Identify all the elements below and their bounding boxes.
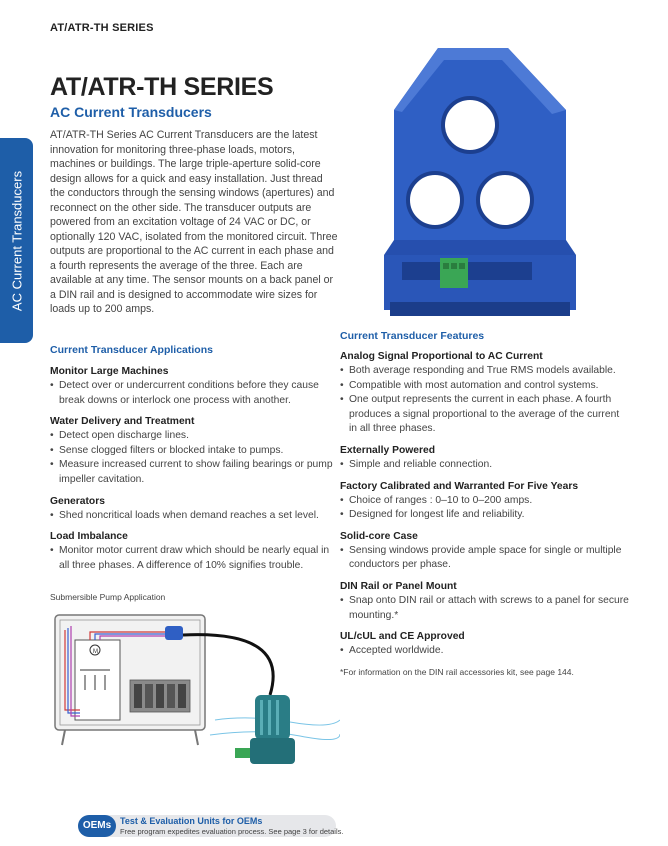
list-item: • Detect over or undercurrent conditions before they cause break downs or interlock one process with another. <box>50 379 335 408</box>
feature-group-title: DIN Rail or Panel Mount <box>340 580 457 592</box>
list-item: • Snap onto DIN rail or attach with screws to a panel for secure mounting.* <box>340 594 630 623</box>
features-heading: Current Transducer Features <box>340 330 485 342</box>
svg-text:M: M <box>93 649 98 655</box>
list-item: • Shed noncritical loads when demand reaches a set level. <box>50 509 335 524</box>
feature-group-title: Externally Powered <box>340 444 435 456</box>
features-section <box>340 330 630 679</box>
applications-heading: Current Transducer Applications <box>50 344 213 356</box>
pump-illustration <box>50 610 340 770</box>
list-item: • Accepted worldwide. <box>340 644 630 659</box>
app-group-title: Load Imbalance <box>50 531 128 543</box>
page-subtitle: AC Current Transducers <box>50 104 212 120</box>
side-tab <box>0 138 33 343</box>
list-item: • Monitor motor current draw which should be nearly equal in all three phases. A difference of 10% signifies trouble. <box>50 544 335 573</box>
footnote: *For information on the DIN rail accessories kit, see page 144. <box>340 666 574 677</box>
oem-badge: OEMs <box>78 815 116 837</box>
feature-group-title: Analog Signal Proportional to AC Current <box>340 351 543 362</box>
list-item: • Both average responding and True RMS models available. <box>340 364 630 379</box>
list-item: • One output represents the current in each phase. A fourth produces a signal proportional to the average of the current in all three phases. <box>340 393 630 437</box>
list-item: • Designed for longest life and reliability. <box>340 508 630 523</box>
list-item: • Sense clogged filters or blocked intake to pumps. <box>50 444 335 459</box>
intro-paragraph: AT/ATR-TH Series AC Current Transducers are the latest innovation for monitoring three-phase loads, motors, machines or buildings. The large triple-aperture solid-core design allows for a quick and easy installation. Just thread the conductors through the sensing windows (apertures) and reconnect on the other side. The transducer outputs are powered from an excitation voltage of 24 VAC or DC, or optionally 120 VAC, isolated from the monitored circuit. Three outputs are proportional to the AC current in each phase and a fourth represents the average of the three. Each are available at any time. The sensor mounts on a back panel or a DIN rail and is designed to accommodate wire sizes for loads up to 200 amps. <box>50 129 338 315</box>
feature-group-title: Solid-core Case <box>340 530 418 542</box>
oem-description: Free program expedites evaluation process. See page 3 for details. <box>120 827 344 836</box>
feature-group-title: Factory Calibrated and Warranted For Five Years <box>340 480 579 492</box>
side-tab-label: AC Current Transducers <box>9 170 24 311</box>
list-item: • Compatible with most automation and control systems. <box>340 379 630 394</box>
list-item: • Sensing windows provide ample space for single or multiple conductors per phase. <box>340 544 630 573</box>
feature-group-title: UL/cUL and CE Approved <box>340 631 465 643</box>
product-image <box>380 40 580 330</box>
figure-caption: Submersible Pump Application <box>50 592 166 602</box>
app-group-title: Generators <box>50 495 105 507</box>
running-header: AT/ATR-TH SERIES <box>50 22 154 34</box>
app-group-title: Water Delivery and Treatment <box>50 416 195 428</box>
list-item: • Simple and reliable connection. <box>340 458 630 473</box>
app-group-title: Monitor Large Machines <box>50 366 169 377</box>
list-item: • Measure increased current to show failing bearings or pump impeller cavitation. <box>50 458 335 487</box>
list-item: • Detect open discharge lines. <box>50 429 335 444</box>
applications-section <box>50 344 335 579</box>
list-item: • Choice of ranges : 0–10 to 0–200 amps. <box>340 494 630 509</box>
page-title: AT/ATR-TH SERIES <box>50 73 274 101</box>
oem-title: Test & Evaluation Units for OEMs <box>120 816 263 826</box>
